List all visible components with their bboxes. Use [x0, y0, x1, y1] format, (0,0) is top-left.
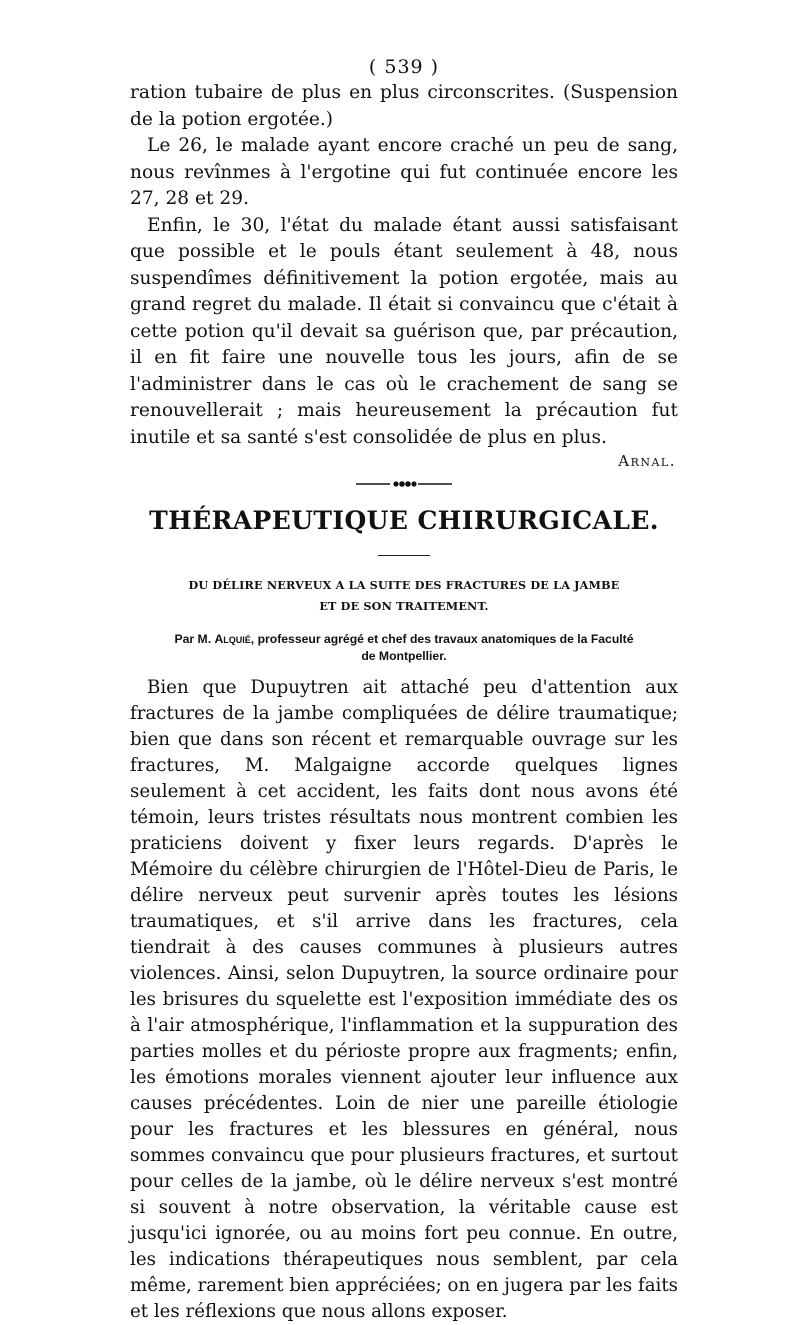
book-page — [130, 56, 678, 1325]
article-title-line: ET DE SON TRAITEMENT. — [319, 599, 489, 613]
byline-prefix: Par M. — [174, 632, 215, 646]
article-title — [130, 575, 678, 617]
paragraph: ration tubaire de plus en plus circonscrites. (Suspension de la potion ergotée.) — [130, 82, 678, 130]
author-signature: Arnal. — [618, 452, 676, 470]
article-title-line: DU DÉLIRE NERVEUX A LA SUITE DES FRACTURES DE LA JAMBE — [188, 578, 620, 592]
paragraph: Le 26, le malade ayant encore craché un peu de sang, nous revînmes à l'ergotine qui fut continuée encore les 27, 28 et 29. — [130, 135, 678, 209]
page-number: ( 539 ) — [368, 56, 440, 78]
byline-affiliation: , professeur agrégé et chef des travaux anatomiques de la Faculté — [250, 632, 634, 646]
title-rule — [378, 555, 430, 556]
byline-line: de Montpellier. — [361, 649, 447, 663]
article-body — [130, 675, 678, 1325]
section-title: THÉRAPEUTIQUE CHIRURGICALE. — [149, 506, 659, 535]
byline-author: Alquié — [214, 632, 251, 646]
continuation-text — [130, 80, 678, 451]
paragraph: Bien que Dupuytren ait attaché peu d'attention aux fractures de la jambe compliquées de délire traumatique; bien que dans son récent et remarquable ouvrage sur les fractures, M. Malgaigne accorde quelques lignes seulement à cet accident, les faits dont nous avons été témoin, leurs tristes résultats nous montrent combien les praticiens doivent y fixer leurs regards. D'après le Mémoire du célèbre chirurgien de l'Hôtel-Dieu de Paris, le délire nerveux peut survenir après toutes les lésions traumatiques, et s'il arrive dans les fractures, cela tiendrait à des causes communes à plusieurs autres violences. Ainsi, selon Dupuytren, la source ordinaire pour les brisures du squelette est l'exposition immédiate des os à l'air atmosphérique, l'inflammation et la suppuration des parties molles et du périoste propre aux fragments; enfin, les émotions morales viennent ajouter leur influence aux causes précédentes. Loin de nier une pareille étiologie pour les fractures et les blessures en général, nous sommes convaincu que pour plusieurs fractures, et surtout pour celles de la jambe, où le délire nerveux s'est montré si souvent à notre observation, la véritable cause est jusqu'ici ignorée, ou au moins fort peu connue. En outre, les indications thérapeutiques nous semblent, par cela même, rarement bien appréciées; on en jugera par les faits et les réflexions que nous allons exposer. — [130, 677, 678, 1322]
ornament-divider-icon — [356, 480, 452, 488]
paragraph: Enfin, le 30, l'état du malade étant aussi satisfaisant que possible et le pouls étant seulement à 48, nous suspendîmes définitivement la potion ergotée, mais au grand regret du malade. Il était si convaincu que c'était à cette potion qu'il devait sa guérison que, par précaution, il en fit faire une nouvelle tous les jours, afin de se l'administrer dans le cas où le crachement de sang se renouvellerait ; mais heureusement la précaution fut inutile et sa santé s'est consolidée de plus en plus. — [130, 214, 678, 448]
byline — [130, 631, 678, 665]
byline-line — [130, 631, 678, 648]
